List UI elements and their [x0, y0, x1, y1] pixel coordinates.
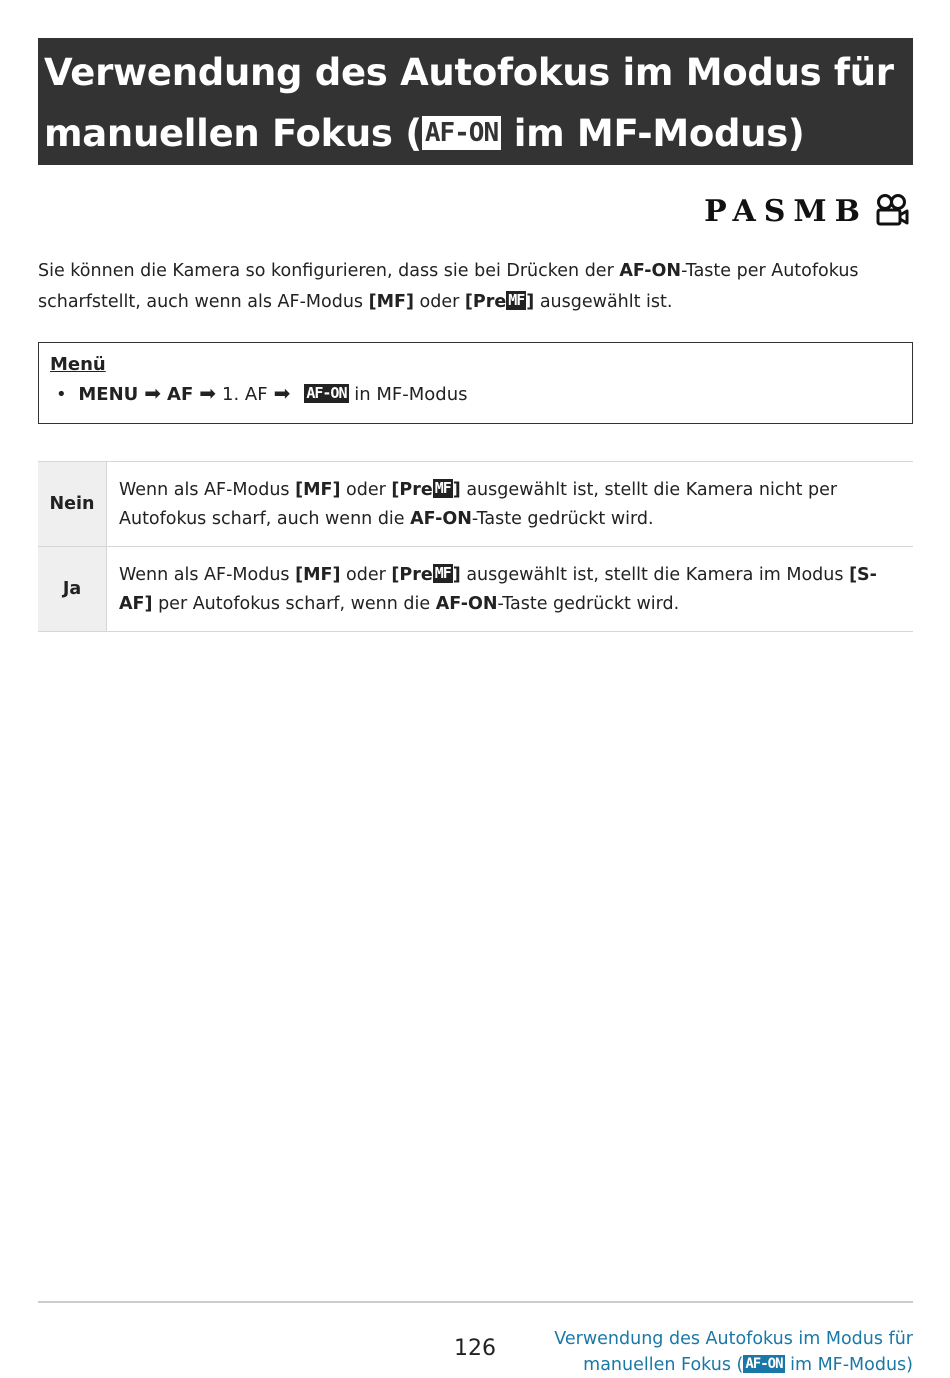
right-arrow-icon: ➡ [144, 381, 162, 405]
right-arrow-icon: ➡ [273, 381, 291, 405]
option-description [107, 462, 914, 547]
desc-text: ausgewählt ist, stellt die Kamera nicht per Autofokus scharf, auch wenn die [119, 480, 838, 529]
intro-bold-pre: [Pre [464, 292, 507, 312]
table-row [38, 547, 913, 632]
menu-path-menu: MENU [78, 384, 139, 405]
title-line-1: Verwendung des Autofokus im Modus für [44, 51, 894, 94]
intro-bold-af-on: AF-ON [619, 261, 682, 281]
intro-bold-bracket: ] [526, 292, 535, 312]
desc-text: ausgewählt ist, stellt die Kamera im Modus [460, 565, 850, 585]
footer-link-line-1[interactable]: Verwendung des Autofokus im Modus für [554, 1329, 913, 1349]
menu-path-1af: 1. AF [222, 384, 268, 405]
page-number: 126 [454, 1336, 496, 1361]
menu-path-af: AF [167, 384, 194, 405]
desc-text: oder [340, 565, 392, 585]
title-text-suffix: im MF-Modus) [501, 112, 805, 155]
option-key: Nein [38, 462, 107, 547]
mf-icon: MF [434, 479, 451, 497]
title-text-prefix: manuellen Fokus ( [44, 112, 422, 155]
movie-camera-icon [874, 194, 910, 228]
desc-text: Wenn als AF-Modus [119, 480, 296, 500]
title-line-2 [44, 103, 913, 164]
mf-icon: MF [434, 564, 451, 582]
desc-bold: [MF] [295, 565, 341, 585]
af-on-icon[interactable]: AF-ON [745, 1356, 783, 1372]
menu-title: Menü [50, 354, 106, 375]
desc-bold: AF-ON [410, 509, 472, 529]
menu-box [38, 342, 913, 424]
af-on-icon: AF-ON [306, 384, 347, 402]
intro-text: Sie können die Kamera so konfigurieren, dass sie bei Drücken der [38, 261, 620, 281]
desc-bold: [Pre [391, 480, 433, 500]
intro-bold-mf: [MF] [368, 292, 414, 312]
option-description [107, 547, 914, 632]
mf-icon: MF [508, 291, 525, 309]
menu-path [50, 377, 901, 411]
desc-text: -Taste gedrückt wird. [497, 594, 680, 614]
desc-bold: [Pre [391, 565, 433, 585]
desc-bold: AF-ON [435, 594, 498, 614]
footer-divider [38, 1301, 913, 1303]
intro-text: oder [413, 292, 465, 312]
desc-text: oder [340, 480, 392, 500]
footer-section-link[interactable] [554, 1326, 913, 1378]
desc-text: per Autofokus scharf, wenn die [152, 594, 436, 614]
menu-bullet: • [56, 384, 67, 405]
right-arrow-icon: ➡ [199, 381, 217, 405]
footer-link-text[interactable]: manuellen Fokus ( [583, 1355, 744, 1375]
menu-path-item: in MF-Modus [348, 384, 468, 405]
desc-text: Wenn als AF-Modus [119, 565, 296, 585]
desc-bold: ] [452, 565, 461, 585]
page-title [38, 38, 913, 165]
intro-text: ausgewählt ist. [534, 292, 673, 312]
option-key: Ja [38, 547, 107, 632]
table-row [38, 462, 913, 547]
intro-paragraph [38, 256, 908, 318]
intro-text: -Taste per Autofokus scharfstellt, auch wenn als AF-Modus [38, 261, 859, 312]
mode-letters: PASMB [704, 193, 868, 229]
shooting-modes [704, 193, 910, 229]
desc-bold: [MF] [295, 480, 341, 500]
desc-bold: ] [452, 480, 461, 500]
footer-link-text[interactable]: im MF-Modus) [784, 1355, 913, 1375]
footer-link-line-2[interactable] [554, 1352, 913, 1378]
desc-text: -Taste gedrückt wird. [471, 509, 654, 529]
options-table [38, 461, 913, 632]
af-on-icon: AF-ON [422, 116, 501, 150]
desc-bold: [S-AF] [119, 565, 877, 614]
